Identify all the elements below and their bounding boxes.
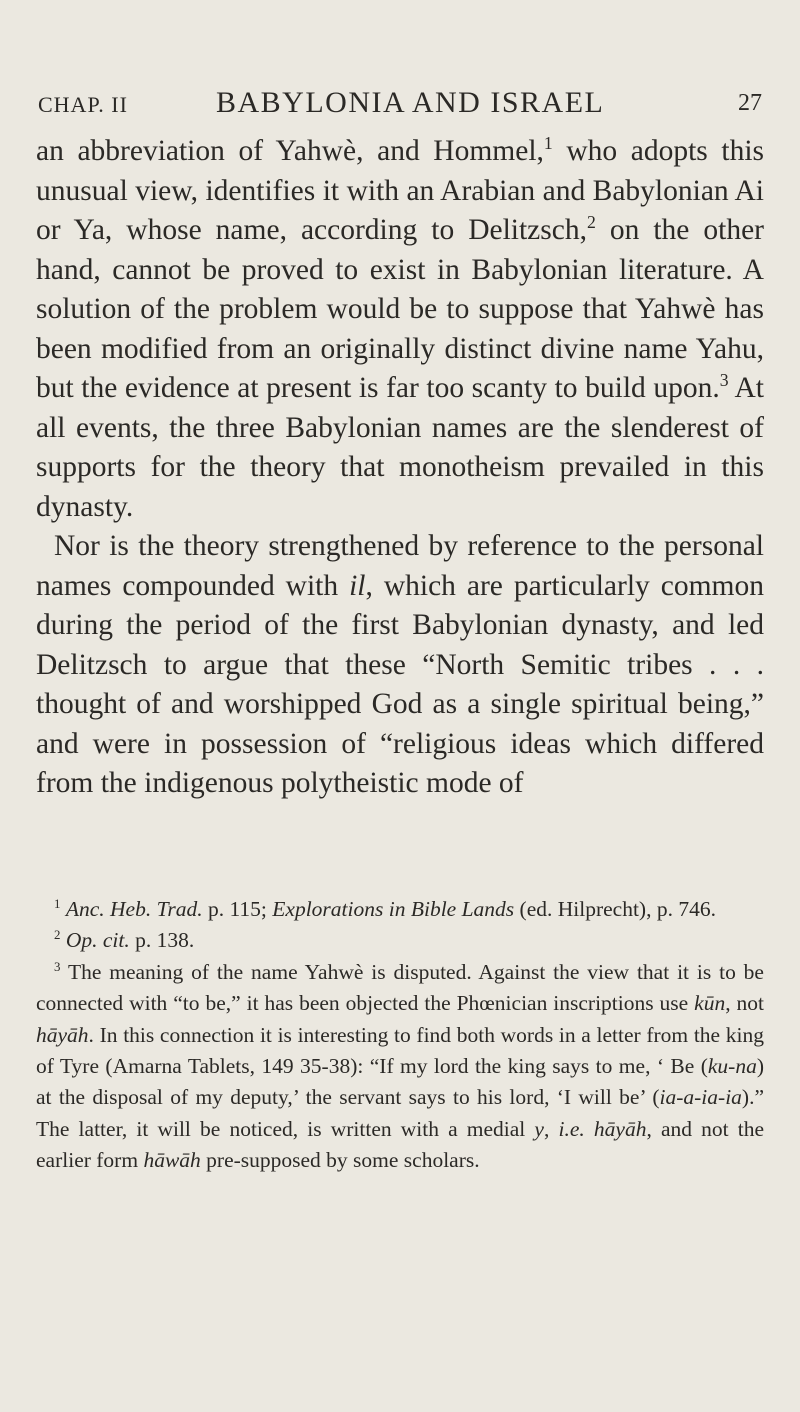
chapter-label: CHAP. II	[38, 92, 128, 117]
italic-word: hāwāh	[143, 1148, 201, 1173]
book-page	[36, 0, 764, 1412]
footnote-number: 1	[54, 896, 61, 911]
text-span: pre-supposed by some scholars.	[200, 1148, 480, 1173]
text-span: (ed. Hilprecht), p. 746.	[514, 897, 716, 921]
italic-word: y	[534, 1116, 544, 1141]
footnote-ref-1: 1	[543, 133, 553, 154]
italic-word: hāyāh	[593, 1116, 647, 1141]
italic-word: hāyāh	[36, 1022, 89, 1047]
text-span: , and not the earlier form	[36, 1116, 765, 1173]
running-header	[36, 86, 764, 126]
footnote-ref-3: 3	[719, 370, 729, 391]
italic-word: il	[349, 569, 366, 602]
paragraph-2	[36, 527, 764, 804]
text-span: on the other hand, cannot be proved to exist in Babylonian literature. A solution of the problem would be to suppose that Yahwè has been modified from an originally distinct divine name Yahu, but the evidence at present is far too scanty to build upon.	[36, 214, 764, 404]
text-span: The meaning of the name Yahwè is disputed. Against the view that it is to be connected with “to be,” it has been objected the Phœnician inscriptions use	[36, 959, 764, 1016]
text-span: Nor is the theory strengthened by reference to the personal names compounded with	[36, 530, 764, 602]
text-span: ,	[543, 1116, 559, 1141]
running-title: BABYLONIA AND ISRAEL	[216, 86, 605, 119]
italic-title: Anc. Heb. Trad.	[65, 897, 203, 921]
italic-word: ku-na	[707, 1054, 757, 1079]
text-span: . In this connection it is interesting to find both words in a letter from the king of Tyre (Amarna Tablets, 149 35-38): “If my lord the king says to me, ‘ Be (	[36, 1022, 764, 1079]
italic-word: kūn	[694, 991, 726, 1016]
text-span	[585, 1117, 594, 1141]
italic-title: Explorations in Bible Lands	[272, 897, 515, 921]
footnote-ref-2: 2	[586, 212, 596, 233]
text-span: , which are particularly common during the period of the first Babylonian dynasty, and led Delitzsch to argue that these “North Semitic tribes . . . thought of and worshipped God as a single spiritual being,” and were in possession of “religious ideas which differed from the indigenous polytheistic mode of	[36, 569, 764, 799]
text-span: p. 115;	[202, 897, 273, 921]
text-span: At all events, the three Babylonian names are the slenderest of supports for the theory that monotheism prevailed in this dynasty.	[36, 372, 764, 523]
footnote-number: 3	[54, 959, 61, 974]
footnote-2	[36, 925, 764, 956]
footnote-number: 2	[54, 928, 61, 943]
footnote-1	[36, 894, 764, 925]
text-span: ) at the disposal of my deputy,’ the servant says to his lord, ‘I will be’ (	[36, 1054, 764, 1110]
footnote-3	[36, 957, 764, 1177]
main-text	[36, 132, 764, 804]
text-span: ).” The latter, it will be noticed, is written with a medial	[36, 1085, 764, 1141]
italic-title: Op. cit.	[65, 928, 130, 953]
paragraph-1	[36, 132, 764, 527]
text-span: who adopts this unusual view, identifies it with an Arabian and Babylonian Ai or Ya, whose name, according to Delitzsch,	[36, 135, 764, 246]
text-span: , not	[725, 991, 764, 1016]
text-span: an abbreviation of Yahwè, and Hommel,	[36, 135, 544, 167]
text-span: p. 138.	[129, 928, 195, 953]
page-number: 27	[738, 90, 762, 116]
italic-word: ia-a-ia-ia	[659, 1085, 742, 1110]
footnotes	[36, 894, 764, 1177]
italic-word: i.e.	[558, 1116, 585, 1141]
